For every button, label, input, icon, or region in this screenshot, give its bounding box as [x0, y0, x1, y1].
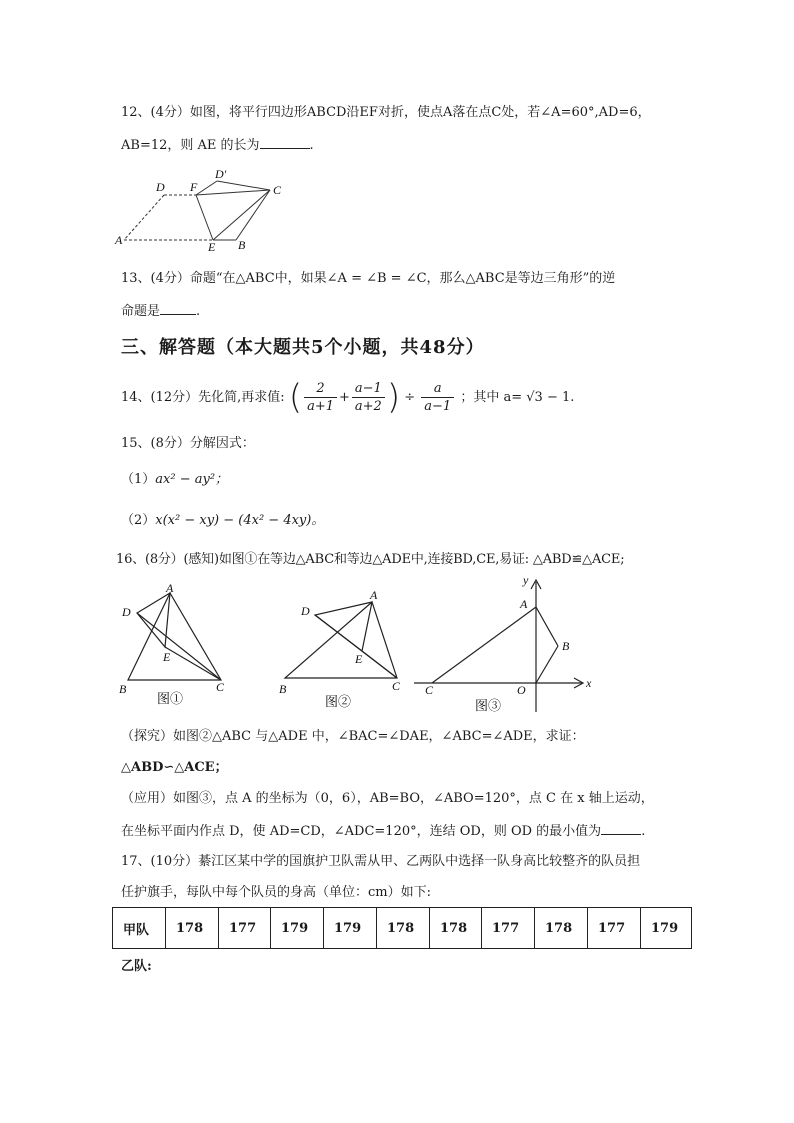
fig1-label-B: B	[119, 682, 127, 696]
q14-frac3-den: a−1	[424, 399, 452, 414]
q16-figure-2	[275, 585, 415, 715]
q16-explore-line1: （探究）如图②△ABC 与△ADE 中，∠BAC=∠DAE，∠ABC=∠ADE，求证：	[121, 729, 585, 744]
team-a-label: 甲队	[113, 908, 166, 949]
q13-end: .	[196, 304, 201, 319]
q15-part2-expr: x(x² − xy) − (4x² − 4xy)。	[155, 513, 325, 528]
fig1-label-A: A	[166, 581, 174, 595]
q16-apply-line1: （应用）如图③，点 A 的坐标为（0，6），AB=BO，∠ABO=120°，点 C 在 x 轴上运动，	[121, 791, 654, 806]
fig1-label-C: C	[216, 680, 225, 694]
q16-line1: 16、(8分）(感知)如图①在等边△ABC和等边△ADE中,连接BD,CE,易证: △ABD≌△ACE;	[116, 552, 625, 567]
fig3-label-x: x	[586, 676, 592, 690]
team-a-height: 179	[641, 908, 692, 949]
q12-text: AB=12，则 AE 的长为	[121, 138, 260, 153]
q15-part1-label: （1）	[121, 472, 156, 487]
q14-prefix: 14、(12分）先化简,再求值:	[121, 390, 285, 405]
q12-line2	[121, 134, 314, 156]
q12-figure	[112, 168, 292, 258]
q17-line1: 17、(10分）綦江区某中学的国旗护卫队需从甲、乙两队中选择一队身高比较整齐的队员担	[121, 854, 641, 869]
team-a-height: 178	[377, 908, 430, 949]
team-a-height: 177	[588, 908, 641, 949]
fig1-label-D: D	[122, 605, 131, 619]
q14-suffix: ；其中 a= √3 − 1.	[460, 390, 575, 405]
q14-frac3-num: a	[421, 380, 454, 398]
q14-line	[121, 377, 575, 418]
q14-right-paren: )	[386, 377, 401, 418]
fig2-label-D: A	[370, 588, 378, 602]
team-a-height: 178	[430, 908, 482, 949]
q14-frac1-num: 2	[304, 380, 337, 398]
team-a-height: 177	[219, 908, 271, 949]
q12-label-D: D	[156, 180, 165, 194]
q13-text: 命题是	[121, 304, 161, 319]
q15-part1-expr: ax² − ay²；	[155, 472, 229, 487]
team-a-height: 177	[482, 908, 535, 949]
q12-end: .	[309, 138, 314, 153]
q14-frac2	[352, 380, 385, 415]
q15-title: 15、(8分）分解因式：	[121, 436, 255, 451]
q12-label-B: B	[238, 238, 246, 252]
q16-apply-line2	[121, 820, 645, 842]
q16-explore-line2: △ABD∽△ACE；	[121, 760, 228, 775]
q15-part1	[121, 470, 228, 490]
heights-table	[112, 907, 692, 949]
q13-line2	[121, 300, 200, 322]
q12-label-E: E	[208, 240, 216, 254]
q16-apply-text: 在坐标平面内作点 D，使 AD=CD，∠ADC=120°，连结 OD，则 OD 的最小值为	[121, 824, 602, 839]
fig1-caption: 图①	[157, 691, 184, 706]
fig2-label-A-alt: D	[301, 604, 310, 618]
q14-frac2-den: a+2	[354, 399, 382, 414]
team-a-height: 178	[535, 908, 588, 949]
fig2-label-C: C	[392, 679, 401, 693]
fig2-caption: 图②	[325, 694, 352, 709]
table-row	[113, 908, 692, 949]
fig3-label-A: A	[520, 597, 528, 611]
q12-label-F: F	[190, 180, 198, 194]
q14-frac1-den: a+1	[307, 399, 334, 414]
q12-line1: 12、(4分）如图，将平行四边形ABCD沿EF对折，使点A落在点C处，若∠A=60°,AD=6，	[121, 105, 651, 120]
q16-figure-1	[115, 581, 235, 715]
q12-label-Dprime: D'	[215, 167, 227, 181]
q13-answer-blank	[160, 300, 196, 315]
q14-left-paren: (	[288, 377, 303, 418]
fig1-label-E: E	[163, 650, 171, 664]
q16-figure-3	[412, 572, 602, 717]
fig3-label-O: O	[517, 683, 526, 697]
q14-div: ÷	[404, 390, 416, 405]
q16-answer-blank	[601, 820, 641, 835]
team-b-label: 乙队:	[121, 959, 152, 974]
q12-label-A: A	[115, 233, 123, 247]
team-a-height: 178	[166, 908, 219, 949]
fig3-label-y: y	[523, 573, 529, 587]
q14-frac3	[421, 380, 454, 415]
fig3-label-C: C	[425, 683, 434, 697]
q13-line1: 13、(4分）命题“在△ABC中，如果∠A = ∠B = ∠C，那么△ABC是等边三角形”的逆	[121, 271, 616, 286]
q17-line2: 任护旗手，每队中每个队员的身高（单位：cm）如下:	[121, 885, 431, 900]
fig2-label-E: E	[355, 652, 363, 666]
q15-part2	[121, 511, 324, 531]
q12-answer-blank	[260, 134, 310, 149]
q14-frac1	[304, 380, 337, 415]
section-heading: 三、解答题（本大题共5个小题，共48分）	[121, 337, 485, 358]
q15-part2-label: （2）	[121, 513, 156, 528]
team-a-height: 179	[324, 908, 377, 949]
fig2-label-B: B	[279, 682, 287, 696]
q16-apply-end: .	[641, 824, 646, 839]
fig3-label-B: B	[562, 639, 570, 653]
q12-label-C: C	[273, 183, 282, 197]
q14-plus: +	[339, 390, 350, 405]
fig3-caption: 图③	[475, 698, 502, 713]
q14-frac2-num: a−1	[352, 380, 385, 398]
team-a-height: 179	[271, 908, 324, 949]
